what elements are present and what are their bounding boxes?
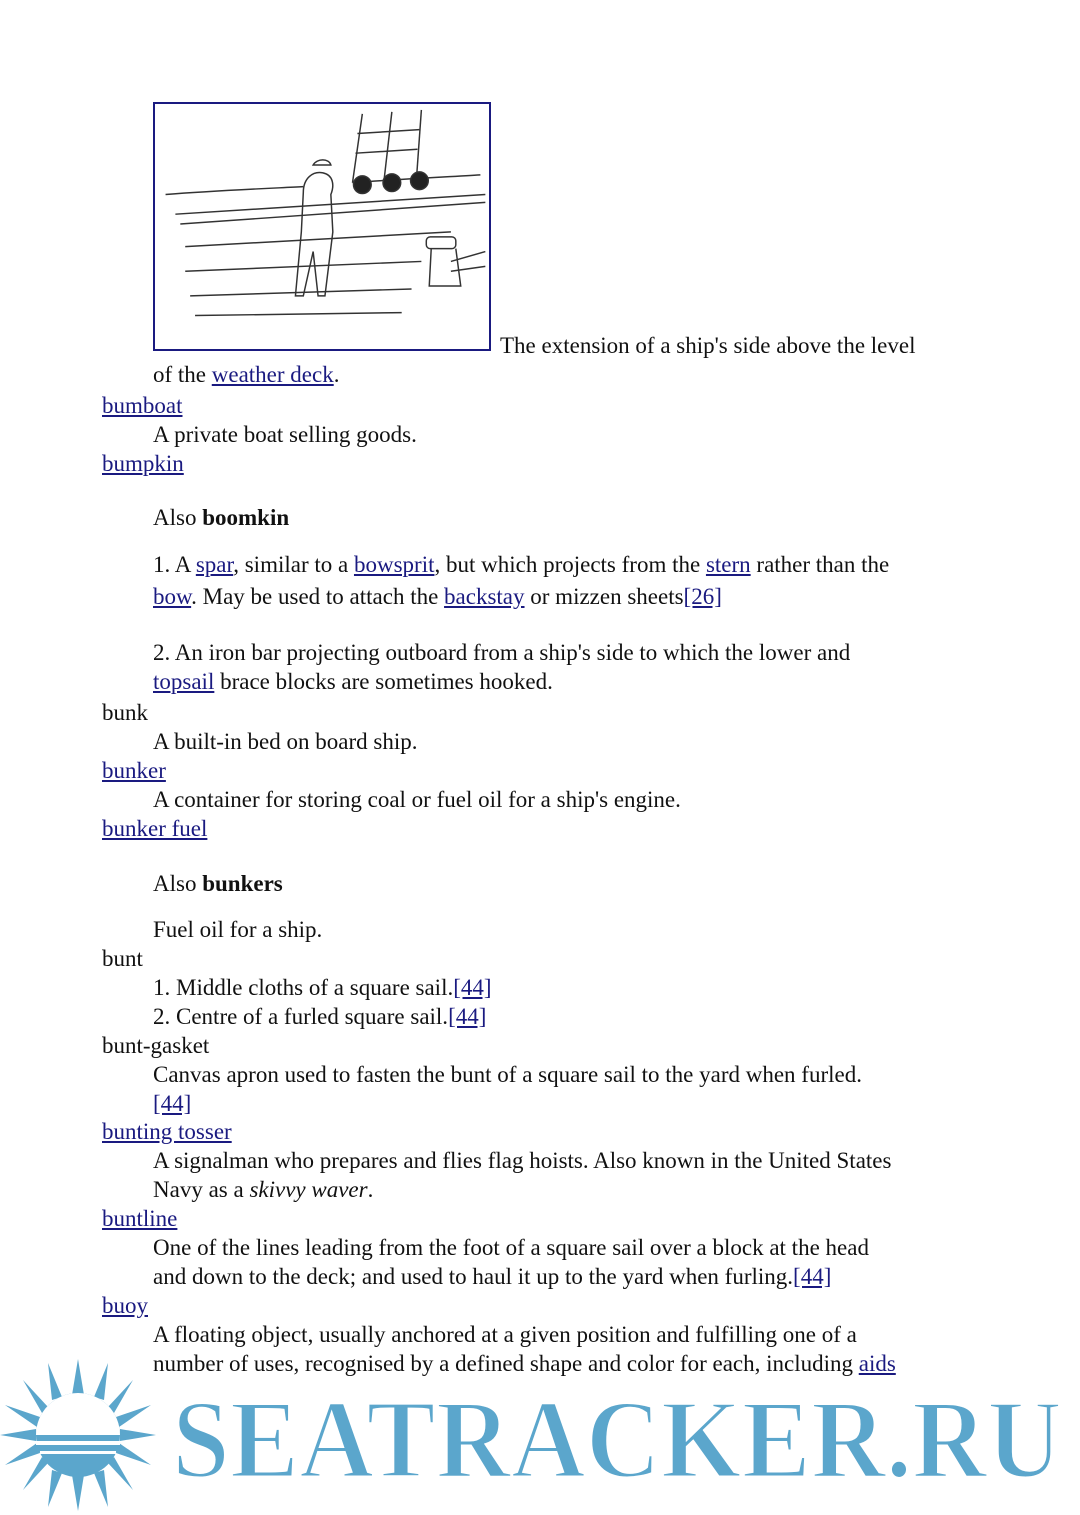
definition-bunk: A built-in bed on board ship.	[153, 729, 418, 754]
definition-text: 2. Centre of a furled square sail.	[153, 1004, 449, 1029]
definition-bumpkin-1	[153, 549, 968, 613]
reference-44-link[interactable]: [44]	[453, 975, 492, 1000]
term-bunting-tosser[interactable]: bunting tosser	[102, 1119, 232, 1144]
term-bunker-fuel[interactable]: bunker fuel	[102, 816, 208, 841]
reference-44-link[interactable]: [44]	[153, 1091, 192, 1116]
watermark-banner	[0, 1355, 1080, 1515]
also-bunkers	[153, 869, 968, 898]
also-label: Also	[153, 505, 203, 530]
aids-link[interactable]: aids	[858, 1351, 896, 1376]
also-label: Also	[153, 871, 203, 896]
topsail-link[interactable]: topsail	[153, 669, 215, 694]
definition-text: , but which projects from the	[434, 552, 706, 577]
definition-text: Canvas apron used to fasten the bunt of a square sail to the yard when furled.	[153, 1062, 862, 1087]
definition-text: rather than the	[750, 552, 890, 577]
definition-text: A floating object, usually anchored at a given position and fulfilling one of a	[153, 1322, 857, 1347]
bulwark-illustration[interactable]	[153, 102, 491, 351]
definition-text: One of the lines leading from the foot of a square sail over a block at the head	[153, 1235, 869, 1260]
bowsprit-link[interactable]: bowsprit	[353, 552, 435, 577]
definition-bunting-tosser	[153, 1146, 968, 1204]
term-buoy[interactable]: buoy	[102, 1293, 148, 1318]
definition-text: , similar to a	[233, 552, 354, 577]
definition-text: number of uses, recognised by a defined shape and color for each, including	[153, 1351, 859, 1376]
definition-text: and down to the deck; and used to haul it up to the yard when furling.	[153, 1264, 794, 1289]
term-bumboat[interactable]: bumboat	[102, 393, 183, 418]
definition-text: 1. A	[153, 552, 196, 577]
definition-text: . May be used to attach the	[191, 584, 445, 609]
definition-bunt-2	[153, 1002, 968, 1031]
watermark-text: SEATRACKER.RU	[172, 1378, 1062, 1502]
definition-text: A signalman who prepares and flies flag hoists. Also known in the United States	[153, 1148, 892, 1173]
definition-text: Navy as a	[153, 1177, 250, 1202]
alternate-term: boomkin	[202, 505, 290, 530]
weather-deck-link[interactable]: weather deck	[211, 362, 334, 387]
definition-buntline	[153, 1233, 968, 1291]
term-bunk: bunk	[102, 700, 148, 725]
spar-link[interactable]: spar	[195, 552, 234, 577]
term-buntline[interactable]: buntline	[102, 1206, 178, 1231]
definition-text: of the	[153, 362, 212, 387]
bow-link[interactable]: bow	[153, 584, 192, 609]
also-boomkin	[153, 503, 968, 532]
definition-bunt-1	[153, 973, 968, 1002]
seatracker-watermark	[0, 1355, 1080, 1515]
reference-26-link[interactable]: [26]	[683, 584, 722, 609]
definition-text: brace blocks are sometimes hooked.	[214, 669, 553, 694]
definition-bunt-gasket	[153, 1060, 968, 1118]
term-bumpkin[interactable]: bumpkin	[102, 451, 184, 476]
stern-link[interactable]: stern	[705, 552, 751, 577]
definition-text: .	[367, 1177, 374, 1202]
reference-44-link[interactable]: [44]	[793, 1264, 832, 1289]
backstay-link[interactable]: backstay	[444, 584, 525, 609]
term-bunt: bunt	[102, 946, 143, 971]
definition-bunker: A container for storing coal or fuel oil for a ship's engine.	[153, 787, 681, 812]
definition-bumboat: A private boat selling goods.	[153, 422, 417, 447]
reference-44-link[interactable]: [44]	[448, 1004, 487, 1029]
italic-term: skivvy waver	[249, 1177, 368, 1202]
sun-logo-icon	[0, 1359, 156, 1511]
term-bunker[interactable]: bunker	[102, 758, 166, 783]
definition-text: 1. Middle cloths of a square sail.	[153, 975, 454, 1000]
bulwark-definition-line2	[153, 360, 339, 389]
term-bunt-gasket: bunt-gasket	[102, 1033, 210, 1058]
alternate-term: bunkers	[202, 871, 283, 896]
definition-bumpkin-2	[153, 638, 968, 696]
definition-text: .	[333, 362, 340, 387]
definition-bunker-fuel: Fuel oil for a ship.	[153, 917, 323, 942]
definition-text: or mizzen sheets	[524, 584, 684, 609]
sailor-at-bulwark-image	[155, 104, 489, 349]
definition-text: 2. An iron bar projecting outboard from a ship's side to which the lower and	[153, 640, 851, 665]
bulwark-definition-line1: The extension of a ship's side above the level	[500, 333, 916, 358]
